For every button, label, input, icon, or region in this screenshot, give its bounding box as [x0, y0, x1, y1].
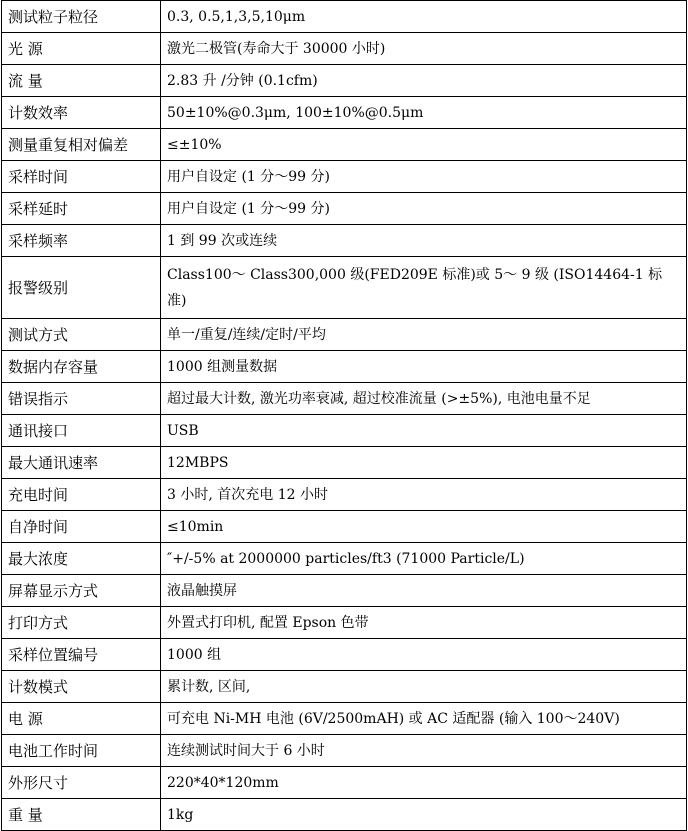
row-label: 报警级别 [2, 257, 161, 319]
row-value: Class100～ Class300,000 级(FED209E 标准)或 5～ 9 级 (ISO14464-1 标准) [161, 257, 687, 319]
table-row [2, 639, 687, 671]
row-value: 可充电 Ni-MH 电池 (6V/2500mAH) 或 AC 适配器 (输入 100～240V) [161, 703, 687, 735]
row-label: 打印方式 [2, 607, 161, 639]
row-label: 错误指示 [2, 383, 161, 415]
table-row [2, 257, 687, 319]
row-label: 自净时间 [2, 511, 161, 543]
row-value: 1kg [161, 799, 687, 831]
row-label: 光 源 [2, 33, 161, 65]
row-value: 单一/重复/连续/定时/平均 [161, 319, 687, 351]
row-label: 电池工作时间 [2, 735, 161, 767]
row-value: 3 小时, 首次充电 12 小时 [161, 479, 687, 511]
row-label: 采样频率 [2, 225, 161, 257]
row-value: 0.3, 0.5,1,3,5,10μm [161, 1, 687, 33]
row-value: ≤10min [161, 511, 687, 543]
row-value: ≤±10% [161, 129, 687, 161]
row-label: 计数效率 [2, 97, 161, 129]
row-value: 1000 组测量数据 [161, 351, 687, 383]
row-value: 用户自设定 (1 分～99 分) [161, 161, 687, 193]
table-row [2, 33, 687, 65]
table-row [2, 479, 687, 511]
row-label: 外形尺寸 [2, 767, 161, 799]
row-value: 超过最大计数, 激光功率衰减, 超过校准流量 (>±5%), 电池电量不足 [161, 383, 687, 415]
row-value: USB [161, 415, 687, 447]
table-row [2, 735, 687, 767]
row-label: 最大通讯速率 [2, 447, 161, 479]
row-value: 1 到 99 次或连续 [161, 225, 687, 257]
row-label: 采样位置编号 [2, 639, 161, 671]
row-value: 液晶触摸屏 [161, 575, 687, 607]
table-row [2, 193, 687, 225]
table-row [2, 607, 687, 639]
row-value: 累计数, 区间, [161, 671, 687, 703]
row-value: 2.83 升 /分钟 (0.1cfm) [161, 65, 687, 97]
row-label: 充电时间 [2, 479, 161, 511]
row-value: 220*40*120mm [161, 767, 687, 799]
row-label: 屏幕显示方式 [2, 575, 161, 607]
spec-table [1, 0, 687, 831]
row-value: 12MBPS [161, 447, 687, 479]
row-value: 外置式打印机, 配置 Epson 色带 [161, 607, 687, 639]
row-label: 电 源 [2, 703, 161, 735]
row-label: 测量重复相对偏差 [2, 129, 161, 161]
row-label: 流 量 [2, 65, 161, 97]
row-label: 计数模式 [2, 671, 161, 703]
row-label: 测试粒子粒径 [2, 1, 161, 33]
row-label: 采样时间 [2, 161, 161, 193]
table-row [2, 703, 687, 735]
table-row [2, 575, 687, 607]
table-row [2, 351, 687, 383]
row-label: 测试方式 [2, 319, 161, 351]
table-row [2, 415, 687, 447]
row-value: 50±10%@0.3μm, 100±10%@0.5μm [161, 97, 687, 129]
row-label: 数据内存容量 [2, 351, 161, 383]
table-row [2, 65, 687, 97]
table-row [2, 161, 687, 193]
row-label: 通讯接口 [2, 415, 161, 447]
table-row [2, 511, 687, 543]
table-row [2, 799, 687, 831]
row-label: 重 量 [2, 799, 161, 831]
row-label: 最大浓度 [2, 543, 161, 575]
row-label: 采样延时 [2, 193, 161, 225]
table-row [2, 129, 687, 161]
table-row [2, 767, 687, 799]
row-value: ″+/-5% at 2000000 particles/ft3 (71000 Particle/L) [161, 543, 687, 575]
table-row [2, 1, 687, 33]
table-row [2, 543, 687, 575]
row-value: 1000 组 [161, 639, 687, 671]
table-row [2, 671, 687, 703]
row-value: 用户自设定 (1 分～99 分) [161, 193, 687, 225]
table-row [2, 225, 687, 257]
row-value: 连续测试时间大于 6 小时 [161, 735, 687, 767]
table-row [2, 97, 687, 129]
table-row [2, 383, 687, 415]
table-row [2, 447, 687, 479]
table-row [2, 319, 687, 351]
row-value: 激光二极管(寿命大于 30000 小时) [161, 33, 687, 65]
